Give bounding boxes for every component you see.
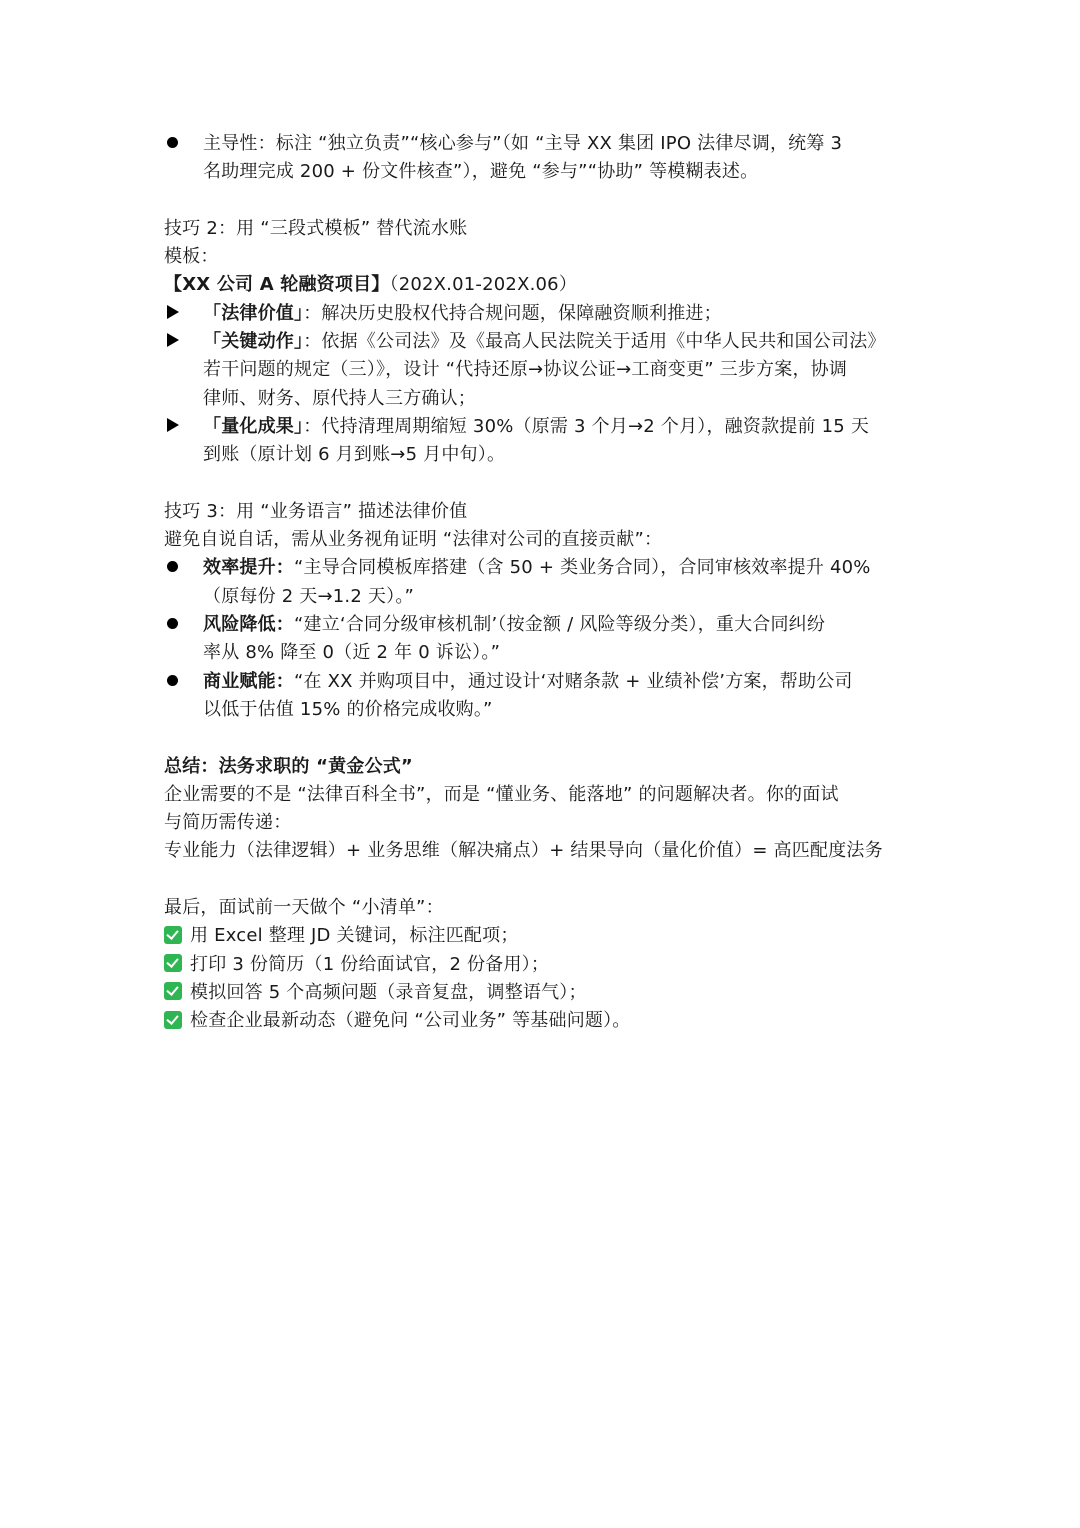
arrow-bullet-icon (164, 300, 192, 328)
checklist-item: 模拟回答 5 个高频问题（录音复盘，调整语气）； (164, 979, 920, 1007)
bullet-icon (164, 554, 192, 582)
list-item-efficiency (164, 554, 920, 611)
check-icon (164, 1011, 182, 1029)
project-bracket: 【XX 公司 A 轮融资项目】 (164, 274, 390, 296)
item-text: ：解决历史股权代持合规问题，保障融资顺利推进； (303, 302, 722, 324)
paragraph-line: 名助理完成 200 + 份文件核查”），避免 “参与”“协助” 等模糊表述。 (203, 161, 759, 183)
checklist-item: 用 Excel 整理 JD 关键词，标注匹配项； (164, 922, 920, 950)
item-label: 「量化成果」 (203, 415, 304, 437)
item-label: 「关键动作」 (203, 331, 304, 353)
item-label: 「法律价值」 (203, 302, 304, 324)
list-item-legal-value (164, 300, 920, 328)
checklist-item: 打印 3 份简历（1 份给面试官，2 份备用）； (164, 951, 920, 979)
check-icon (164, 926, 182, 944)
item-text: 到账（原计划 6 月到账→5 月中旬）。 (203, 444, 506, 466)
summary-line: 与简历需传递： (164, 812, 292, 834)
check-icon (164, 982, 182, 1000)
bullet-icon (164, 130, 192, 158)
arrow-bullet-icon (164, 328, 192, 356)
summary-heading: 总结：法务求职的 “黄金公式” (164, 755, 413, 777)
bullet-icon (164, 611, 192, 639)
item-text: ：代持清理周期缩短 30%（原需 3 个月→2 个月），融资款提前 15 天 (303, 415, 870, 437)
checklist-heading: 最后，面试前一天做个 “小清单”： (164, 897, 444, 919)
item-label: 效率提升： (203, 557, 294, 579)
summary-formula: 专业能力（法律逻辑）+ 业务思维（解决痛点）+ 结果导向（量化价值）= 高匹配度法务 (164, 840, 883, 862)
list-item-quantified-result (164, 413, 920, 470)
item-text: ：依据《公司法》及《最高人民法院关于适用《中华人民共和国公司法》 (303, 331, 886, 353)
document-page (164, 130, 920, 1036)
project-date: （202X.01-202X.06） (389, 274, 578, 296)
item-label: 风险降低： (203, 614, 294, 636)
project-title (164, 271, 920, 299)
item-text: “建立‘合同分级审核机制’（按金额 / 风险等级分类），重大合同纠纷 (294, 614, 826, 636)
checklist-item: 检查企业最新动态（避免问 “公司业务” 等基础问题）。 (164, 1007, 920, 1035)
item-text: 律师、财务、原代持人三方确认； (203, 387, 476, 409)
list-item-leadership (164, 130, 920, 187)
item-text: 率从 8% 降至 0（近 2 年 0 诉讼）。” (203, 642, 501, 664)
summary-line: 企业需要的不是 “法律百科全书”，而是 “懂业务、能落地” 的问题解决者。你的面试 (164, 783, 839, 805)
item-text: （原每份 2 天→1.2 天）。” (203, 585, 415, 607)
tip3-intro: 避免自说自话，需从业务视角证明 “法律对公司的直接贡献”： (164, 529, 663, 551)
item-text: “主导合同模板库搭建（含 50 + 类业务合同），合同审核效率提升 40% (294, 557, 871, 579)
arrow-bullet-icon (164, 413, 192, 441)
list-item-business (164, 668, 920, 725)
template-label: 模板： (164, 246, 219, 268)
item-text: 若干问题的规定（三）》，设计 “代持还原→协议公证→工商变更” 三步方案，协调 (203, 359, 848, 381)
item-label: 商业赋能： (203, 670, 294, 692)
tip3-heading: 技巧 3：用 “业务语言” 描述法律价值 (164, 500, 468, 522)
list-item-key-action (164, 328, 920, 413)
item-text: 以低于估值 15% 的价格完成收购。” (203, 698, 493, 720)
check-icon (164, 954, 182, 972)
bullet-icon (164, 668, 192, 696)
tip2-heading: 技巧 2：用 “三段式模板” 替代流水账 (164, 217, 468, 239)
list-item-risk (164, 611, 920, 668)
item-text: “在 XX 并购项目中，通过设计‘对赌条款 + 业绩补偿’方案，帮助公司 (294, 670, 853, 692)
paragraph-line: 主导性：标注 “独立负责”“核心参与”（如 “主导 XX 集团 IPO 法律尽调，统筹 3 (203, 133, 843, 154)
